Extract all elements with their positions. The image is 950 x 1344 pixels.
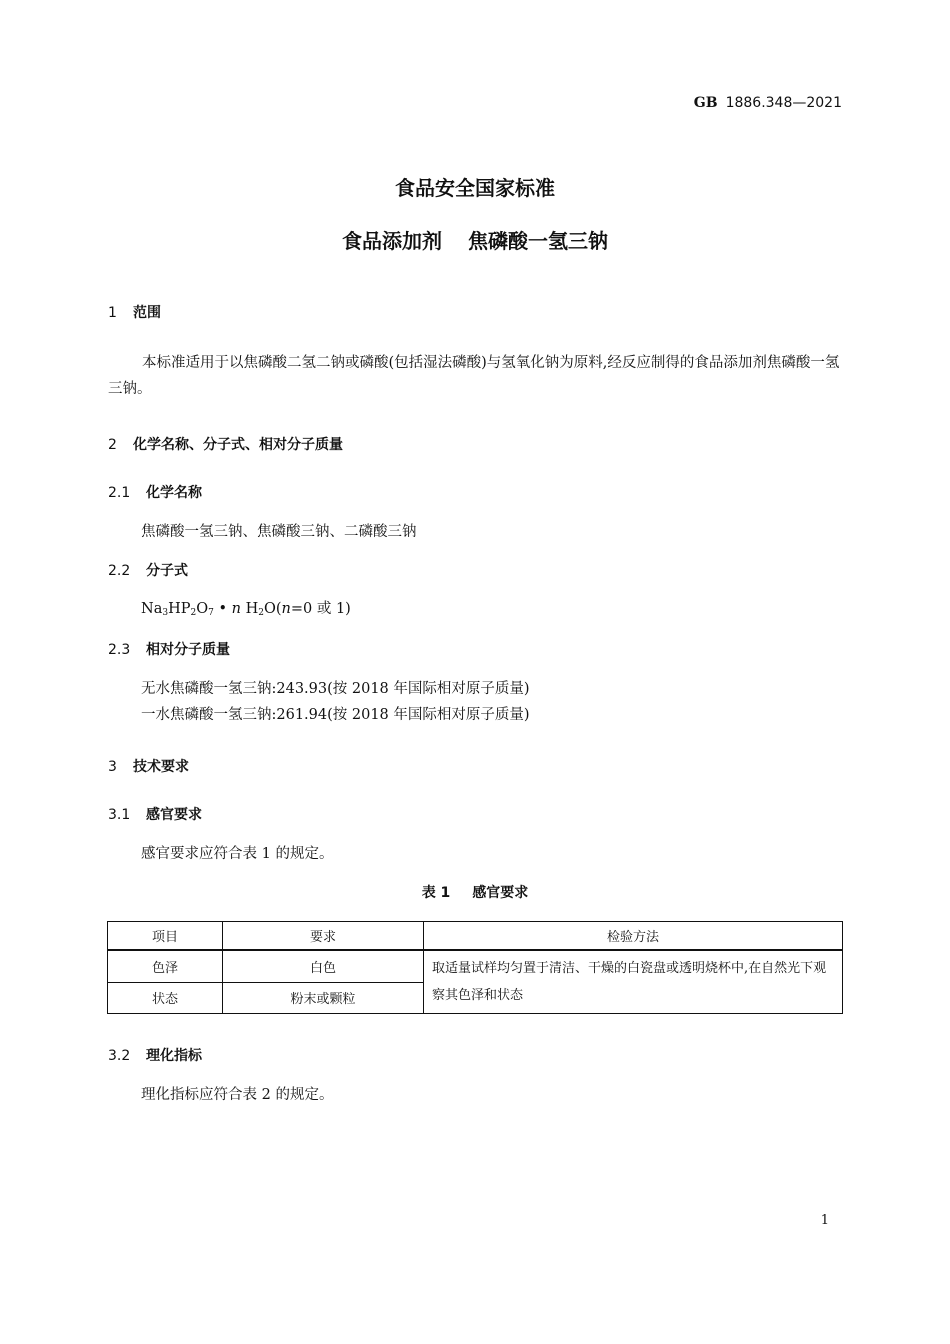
standard-prefix: GB bbox=[693, 95, 718, 111]
chemical-names: 焦磷酸一氢三钠、焦磷酸三钠、二磷酸三钠 bbox=[141, 524, 417, 540]
section-number: 2 bbox=[108, 437, 117, 453]
cell-item: 状态 bbox=[108, 982, 223, 1013]
table-title: 感官要求 bbox=[472, 885, 529, 901]
section-3-2-heading bbox=[108, 1045, 202, 1065]
title-product: 焦磷酸一氢三钠 bbox=[468, 229, 608, 253]
section-title: 理化指标 bbox=[146, 1048, 202, 1064]
section-number: 3 bbox=[108, 759, 117, 775]
standard-code: 1886.348—2021 bbox=[725, 95, 842, 111]
table-1-caption bbox=[0, 882, 950, 902]
molecular-mass-monohydrate: 一水焦磷酸一氢三钠:261.94(按 2018 年国际相对原子质量) bbox=[141, 707, 530, 723]
molecular-mass-anhydrous: 无水焦磷酸一氢三钠:243.93(按 2018 年国际相对原子质量) bbox=[141, 681, 530, 697]
section-title: 分子式 bbox=[146, 563, 188, 579]
header-requirement: 要求 bbox=[223, 922, 424, 951]
header-method: 检验方法 bbox=[424, 922, 843, 951]
document-title-line1: 食品安全国家标准 bbox=[395, 176, 555, 200]
section-title: 技术要求 bbox=[133, 759, 189, 775]
section-number: 3.2 bbox=[108, 1048, 131, 1064]
section-2-heading bbox=[108, 434, 343, 454]
cell-requirement: 白色 bbox=[223, 950, 424, 982]
section-title: 感官要求 bbox=[146, 807, 202, 823]
section-3-2-body: 理化指标应符合表 2 的规定。 bbox=[141, 1087, 334, 1103]
title-category: 食品添加剂 bbox=[342, 229, 442, 253]
section-1-heading bbox=[108, 302, 161, 322]
section-1-body: 本标准适用于以焦磷酸二氢二钠或磷酸(包括湿法磷酸)与氢氧化钠为原料,经反应制得的食品添加剂焦磷酸一氢三钠。 bbox=[108, 355, 840, 397]
molecular-formula: $Na_3HP_2O_7$ • n $H_2O(n=0$ 或 1) bbox=[141, 601, 351, 618]
table-number: 表 1 bbox=[421, 885, 451, 901]
section-3-heading bbox=[108, 756, 189, 776]
section-3-1-heading bbox=[108, 804, 202, 824]
cell-requirement: 粉末或颗粒 bbox=[223, 982, 424, 1013]
section-title: 相对分子质量 bbox=[146, 642, 230, 658]
section-number: 2.3 bbox=[108, 642, 131, 658]
section-number: 3.1 bbox=[108, 807, 131, 823]
table-header-row bbox=[108, 922, 843, 951]
section-title: 范围 bbox=[133, 305, 161, 321]
standard-number bbox=[694, 95, 842, 111]
section-number: 2.1 bbox=[108, 485, 131, 501]
section-title: 化学名称、分子式、相对分子质量 bbox=[133, 437, 343, 453]
section-number: 1 bbox=[108, 305, 117, 321]
section-title: 化学名称 bbox=[146, 485, 202, 501]
section-2-2-heading bbox=[108, 560, 188, 580]
section-2-1-heading bbox=[108, 482, 202, 502]
table-row bbox=[108, 950, 843, 982]
page-number: 1 bbox=[820, 1213, 829, 1228]
sensory-requirements-table bbox=[107, 921, 843, 1014]
document-title-line2 bbox=[0, 225, 950, 254]
header-item: 项目 bbox=[108, 922, 223, 951]
section-3-1-body: 感官要求应符合表 1 的规定。 bbox=[141, 846, 334, 862]
section-number: 2.2 bbox=[108, 563, 131, 579]
cell-method: 取适量试样均匀置于清洁、干燥的白瓷盘或透明烧杯中,在自然光下观察其色泽和状态 bbox=[424, 950, 843, 1014]
section-2-3-heading bbox=[108, 639, 230, 659]
cell-item: 色泽 bbox=[108, 950, 223, 982]
